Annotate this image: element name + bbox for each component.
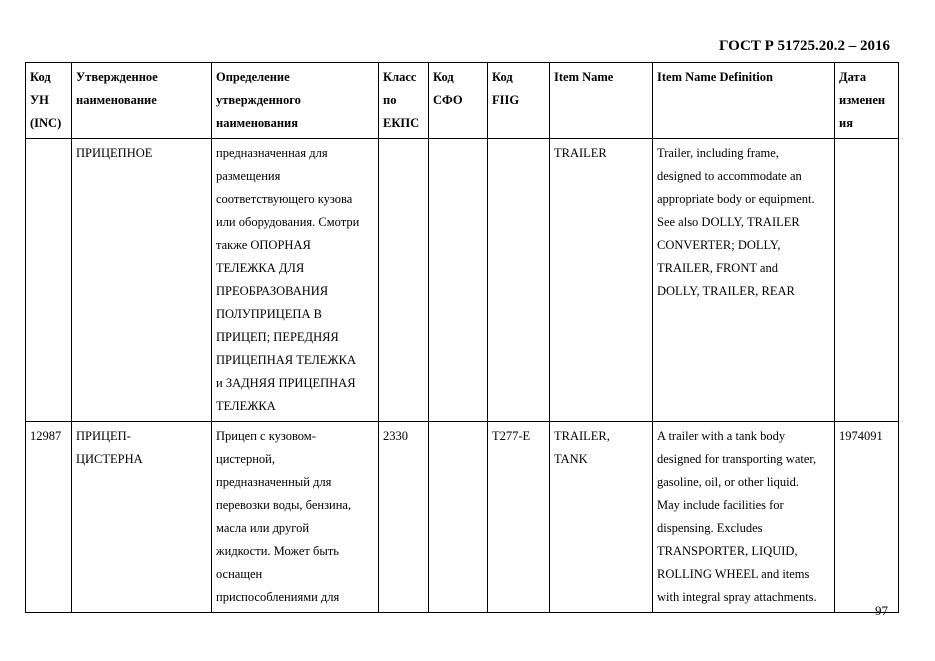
- cell-sfo: [429, 139, 488, 422]
- document-standard-header: ГОСТ Р 51725.20.2 – 2016: [718, 38, 890, 54]
- cell-inc: [26, 139, 72, 422]
- col-header-definition: Определение утвержденного наименования: [212, 63, 379, 139]
- cell-class: 2330: [379, 422, 429, 613]
- table-row: [26, 139, 899, 422]
- cell-fiig: T277-E: [488, 422, 550, 613]
- cell-item-definition: A trailer with a tank body designed for transporting water, gasoline, oil, or other liquid. May include facilities for dispensing. Excludes TRANSPORTER, LIQUID, ROLLING WHEEL and items with integral spray attachments.: [653, 422, 835, 613]
- col-header-change-date: Дата изменен ия: [835, 63, 899, 139]
- table-header-row: [26, 63, 899, 139]
- cell-item-name: TRAILER: [550, 139, 653, 422]
- col-header-fiig: Код FIIG: [488, 63, 550, 139]
- cell-definition: Прицеп с кузовом- цистерной, предназначенный для перевозки воды, бензина, масла или другой жидкости. Может быть оснащен приспособлениями для: [212, 422, 379, 613]
- cell-item-definition: Trailer, including frame, designed to accommodate an appropriate body or equipment. See also DOLLY, TRAILER CONVERTER; DOLLY, TRAILER, FRONT and DOLLY, TRAILER, REAR: [653, 139, 835, 422]
- page-number: 97: [875, 603, 888, 618]
- cell-change-date: [835, 139, 899, 422]
- cell-sfo: [429, 422, 488, 613]
- col-header-item-definition: Item Name Definition: [653, 63, 835, 139]
- cell-change-date: 1974091: [835, 422, 899, 613]
- col-header-class: Класс по ЕКПС: [379, 63, 429, 139]
- col-header-approved-name: Утвержденное наименование: [72, 63, 212, 139]
- catalog-table: [25, 62, 899, 613]
- cell-item-name: TRAILER, TANK: [550, 422, 653, 613]
- cell-inc: 12987: [26, 422, 72, 613]
- col-header-item-name: Item Name: [550, 63, 653, 139]
- cell-approved-name: ПРИЦЕП- ЦИСТЕРНА: [72, 422, 212, 613]
- col-header-inc: Код УН (INC): [26, 63, 72, 139]
- cell-class: [379, 139, 429, 422]
- cell-definition: предназначенная для размещения соответствующего кузова или оборудования. Смотри также ОПОРНАЯ ТЕЛЕЖКА ДЛЯ ПРЕОБРАЗОВАНИЯ ПОЛУПРИЦЕПА В ПРИЦЕП; ПЕРЕДНЯЯ ПРИЦЕПНАЯ ТЕЛЕЖКА и ЗАДНЯЯ ПРИЦЕПНАЯ ТЕЛЕЖКА: [212, 139, 379, 422]
- table-row: [26, 422, 899, 613]
- cell-fiig: [488, 139, 550, 422]
- cell-approved-name: ПРИЦЕПНОЕ: [72, 139, 212, 422]
- col-header-sfo: Код СФО: [429, 63, 488, 139]
